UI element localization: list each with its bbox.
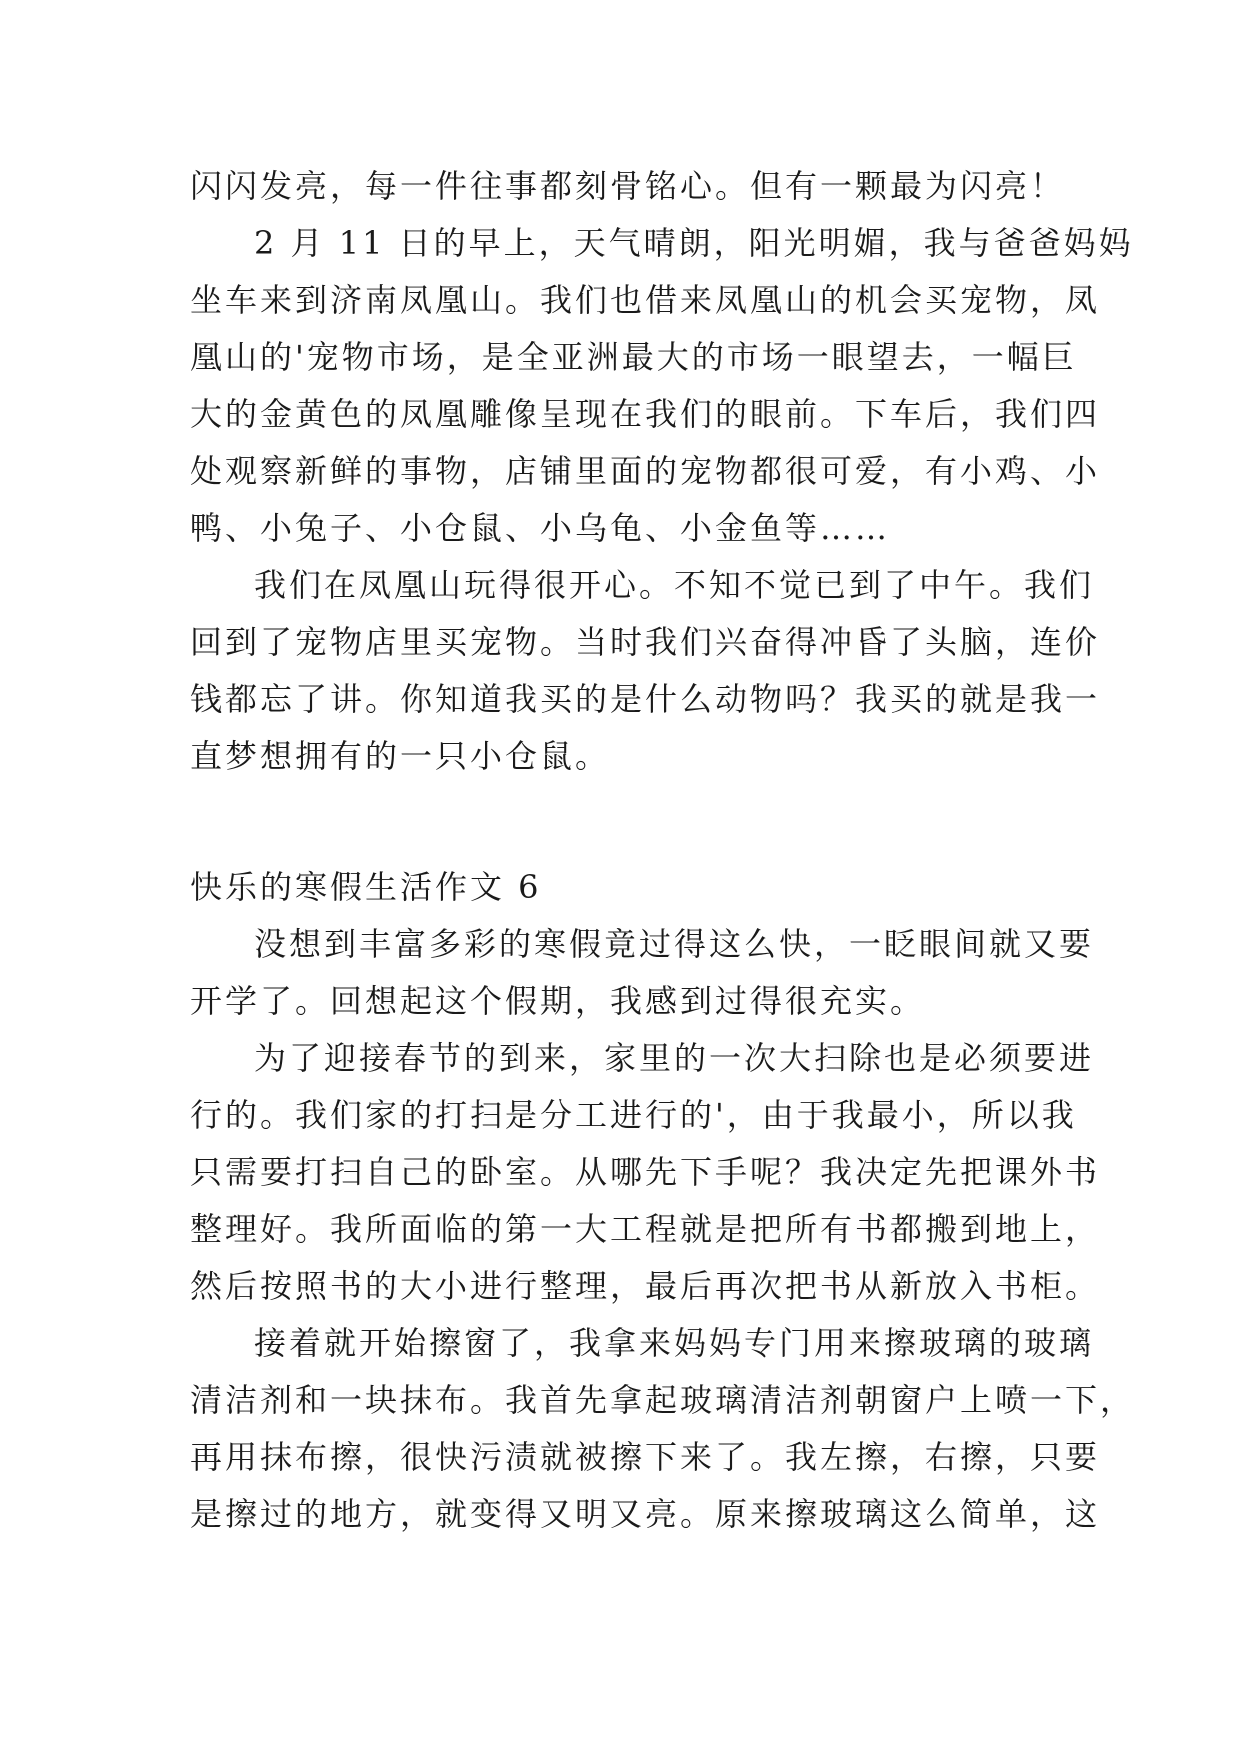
- paragraph-line: 凰山的'宠物市场，是全亚洲最大的市场一眼望去，一幅巨: [190, 338, 1077, 376]
- paragraph-line: 闪闪发亮，每一件往事都刻骨铭心。但有一颗最为闪亮！: [190, 167, 1066, 205]
- paragraph-line: 行的。我们家的打扫是分工进行的'，由于我最小，所以我: [190, 1096, 1077, 1134]
- paragraph-line: 直梦想拥有的一只小仓鼠。: [190, 737, 611, 775]
- paragraph-line: 只需要打扫自己的卧室。从哪先下手呢？我决定先把课外书: [190, 1153, 1101, 1191]
- paragraph-line: 为了迎接春节的到来，家里的一次大扫除也是必须要进: [254, 1039, 1095, 1077]
- paragraph-line: 回到了宠物店里买宠物。当时我们兴奋得冲昏了头脑，连价: [190, 623, 1101, 661]
- paragraph-line: 我们在凤凰山玩得很开心。不知不觉已到了中午。我们: [254, 566, 1095, 604]
- paragraph-line: 再用抹布擦，很快污渍就被擦下来了。我左擦，右擦，只要: [190, 1438, 1101, 1476]
- paragraph-line: 没想到丰富多彩的寒假竟过得这么快，一眨眼间就又要: [254, 925, 1095, 963]
- paragraph-line: 接着就开始擦窗了，我拿来妈妈专门用来擦玻璃的玻璃: [254, 1324, 1095, 1362]
- paragraph-line: 然后按照书的大小进行整理，最后再次把书从新放入书柜。: [190, 1267, 1101, 1305]
- section-title: 快乐的寒假生活作文 6: [190, 868, 542, 906]
- paragraph-line: 处观察新鲜的事物，店铺里面的宠物都很可爱，有小鸡、小: [190, 452, 1101, 490]
- paragraph-line: 大的金黄色的凤凰雕像呈现在我们的眼前。下车后，我们四: [190, 395, 1101, 433]
- paragraph-line: 钱都忘了讲。你知道我买的是什么动物吗？我买的就是我一: [190, 680, 1101, 718]
- paragraph-line: 坐车来到济南凤凰山。我们也借来凤凰山的机会买宠物，凤: [190, 281, 1101, 319]
- paragraph-line: 整理好。我所面临的第一大工程就是把所有书都搬到地上，: [190, 1210, 1101, 1248]
- paragraph-line: 开学了。回想起这个假期，我感到过得很充实。: [190, 982, 926, 1020]
- paragraph-line: 鸭、小兔子、小仓鼠、小乌龟、小金鱼等……: [190, 509, 891, 547]
- paragraph-line: 清洁剂和一块抹布。我首先拿起玻璃清洁剂朝窗户上喷一下，: [190, 1381, 1136, 1419]
- paragraph-line: 是擦过的地方，就变得又明又亮。原来擦玻璃这么简单，这: [190, 1495, 1101, 1533]
- paragraph-line: 2 月 11 日的早上，天气晴朗，阳光明媚，我与爸爸妈妈: [254, 224, 1134, 262]
